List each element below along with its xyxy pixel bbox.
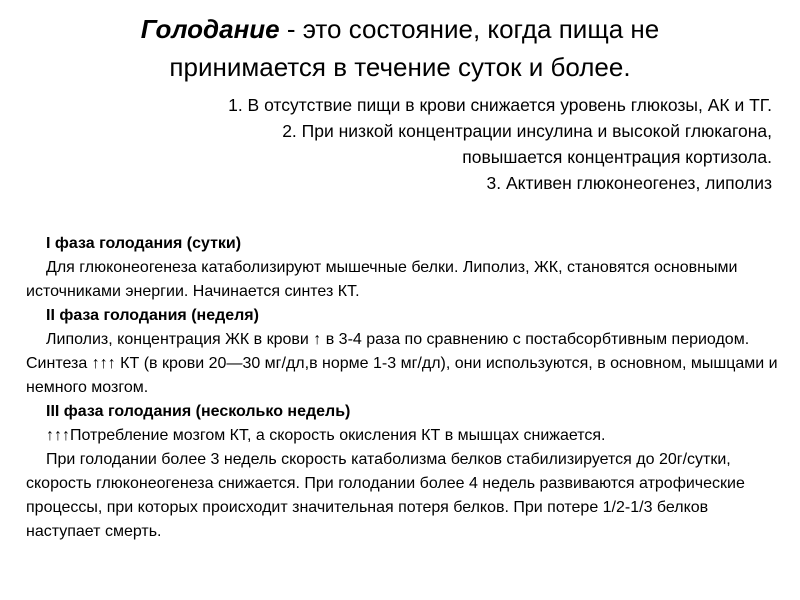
key-points-list [52,92,772,196]
phase-2-heading: II фаза голодания (неделя) [46,307,259,324]
phase-3-heading: III фаза голодания (несколько недель) [46,403,351,420]
title-definition-line-2: принимается в течение суток и более. [169,52,631,82]
title-definition-line-1: - это состояние, когда пища не [279,14,660,44]
phase-2-text: Липолиз, концентрация ЖК в крови ↑ в 3-4 раза по сравнению с постабсорбтивным периодом. Синтеза ↑↑↑ КТ (в крови 20—30 мг/дл,в норме 1-3 мг/дл), они используются, в основном, мышцами и немного мозгом. [26,331,778,396]
slide-title [40,10,760,86]
title-term: Голодание [140,14,280,44]
phase-3-text: ↑↑↑Потребление мозгом КТ, а скорость окисления КТ в мышцах снижается. [46,427,606,444]
phase-1-heading: I фаза голодания (сутки) [46,235,242,252]
key-point-3: 3. Активен глюконеогенез, липолиз [486,173,772,193]
key-point-2: 2. При низкой концентрации инсулина и высокой глюкагона, [282,121,772,141]
key-point-2-continuation: повышается концентрация кортизола. [462,147,772,167]
closing-text: При голодании более 3 недель скорость катаболизма белков стабилизируется до 20г/сутки, скорость глюконеогенеза снижается. При голодании более 4 недель развиваются атрофические процессы, при которых происходит значительная потеря белков. При потере 1/2-1/3 белков наступает смерть. [26,451,745,540]
fasting-phases [26,232,778,544]
key-point-1: 1. В отсутствие пищи в крови снижается уровень глюкозы, АК и ТГ. [228,95,772,115]
phase-1-text: Для глюконеогенеза катаболизируют мышечные белки. Липолиз, ЖК, становятся основными источниками энергии. Начинается синтез КТ. [26,259,738,300]
